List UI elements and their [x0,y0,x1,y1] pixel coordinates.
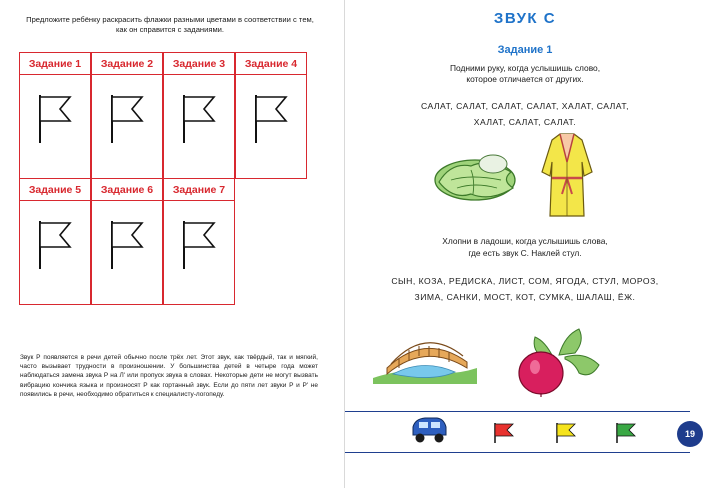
yellow-flag-icon [555,422,577,444]
task-title: Задание 1 [497,44,553,56]
footer-line-top [345,411,690,412]
task-cell-5[interactable] [19,178,91,305]
words-2-line-2: ЗИМА, САНКИ, МОСТ, КОТ, СУМКА, ШАЛАШ, ЁЖ. [414,292,636,302]
task-cell-6[interactable] [91,178,163,305]
task-label-3: Задание 3 [164,53,234,75]
green-flag-icon [615,422,637,444]
instruction-2-line-1: Хлопни в ладоши, когда услышишь слова, [442,236,608,246]
instruction-1-line-1: Подними руку, когда услышишь слово, [449,63,601,73]
right-page [345,0,705,488]
page-number: 19 [677,421,703,447]
parent-note: Звук Р появляется в речи детей обычно после трёх лет. Этот звук, как твёрдый, так и мягкий, часто вызывает трудности в произношении. У большинства детей в четыре года может наблюдаться замена звука Р на Л' или пропуск звука в словах. Некоторые дети не могут вызвать вибрацию кончика языка и произносят Р как гортанный звук. Если до пяти лет звуки Р и Р' не появились в речи, необходимо обратиться к специалисту-логопеду. [20,354,318,398]
instruction-2-line-2: где есть звук С. Наклей стул. [468,248,582,258]
flag-outline-icon[interactable] [38,219,74,271]
task-cell-7[interactable] [163,178,235,305]
words-1-line-2: ХАЛАТ, САЛАТ, САЛАТ. [473,117,577,127]
task-label-4: Задание 4 [236,53,306,75]
task-label-2: Задание 2 [92,53,162,75]
task-label-7: Задание 7 [164,179,234,201]
lettuce-image [431,150,519,204]
red-flag-icon [493,422,515,444]
flag-outline-icon[interactable] [182,219,218,271]
task-label-6: Задание 6 [92,179,162,201]
flag-outline-icon[interactable] [110,93,146,145]
intro-text: Предложите ребёнку раскрасить флажки разными цветами в соответствии с тем, как он справится с заданиями. [26,15,314,34]
flag-outline-icon[interactable] [110,219,146,271]
task-label-5: Задание 5 [20,179,90,201]
task-cell-2[interactable] [91,52,163,179]
page-title: ЗВУК С [493,10,557,27]
flag-outline-icon[interactable] [254,93,290,145]
flag-outline-icon[interactable] [38,93,74,145]
footer-line-bottom [345,452,690,453]
car-icon [409,415,449,445]
words-2-line-1: СЫН, КОЗА, РЕДИСКА, ЛИСТ, СОМ, ЯГОДА, СТУЛ, МОРОЗ, [391,276,659,286]
instruction-1-line-2: которое отличается от других. [466,74,584,84]
bridge-image [373,328,477,384]
task-cell-1[interactable] [19,52,91,179]
task-cell-3[interactable] [163,52,235,179]
words-1-line-1: САЛАТ, САЛАТ, САЛАТ, САЛАТ, ХАЛАТ, САЛАТ, [420,101,630,111]
left-page [0,0,345,488]
radish-image [505,325,605,397]
task-label-1: Задание 1 [20,53,90,75]
flag-outline-icon[interactable] [182,93,218,145]
bathrobe-image [538,132,596,220]
task-cell-4[interactable] [235,52,307,179]
